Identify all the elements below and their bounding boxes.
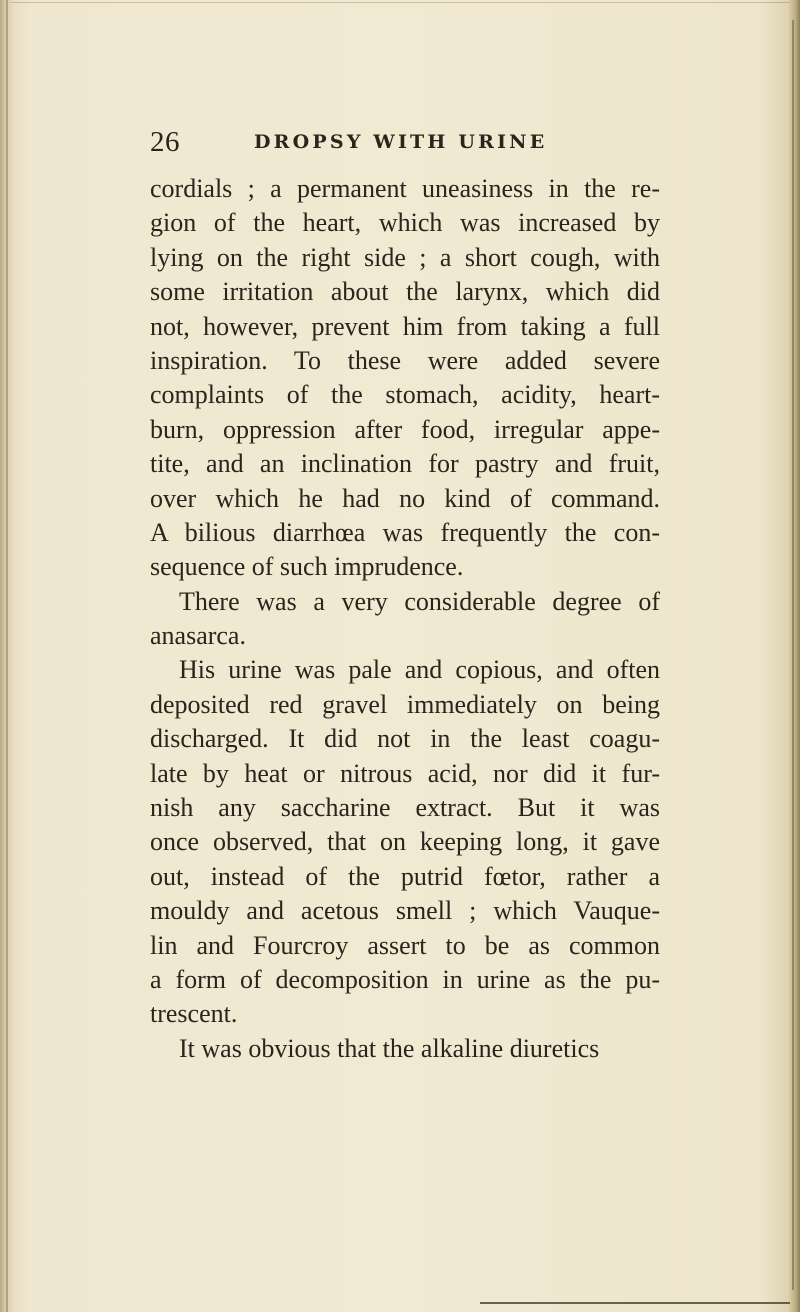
text-line: a form of decomposition in urine as the pu- [150, 964, 660, 994]
text-line: not, however, prevent him from taking a full [150, 311, 660, 341]
page-left-rule [6, 0, 8, 1312]
text-line: anasarca. [150, 621, 246, 651]
text-line: late by heat or nitrous acid, nor did it fur- [150, 758, 660, 788]
text-line: gion of the heart, which was increased by [150, 208, 660, 238]
page-number: 26 [150, 126, 180, 158]
running-head [150, 126, 710, 166]
text-line: mouldy and acetous smell ; which Vauque- [150, 896, 660, 926]
text-line: There was a very considerable degree of [179, 586, 660, 616]
text-line: burn, oppression after food, irregular appe- [150, 414, 660, 444]
text-line: It was obvious that the alkaline diuretics [179, 1033, 600, 1063]
text-line: deposited red gravel immediately on being [150, 689, 660, 719]
text-line: lin and Fourcroy assert to be as common [150, 930, 660, 960]
text-line: cordials ; a permanent uneasiness in the re- [150, 174, 660, 203]
text-line: out, instead of the putrid fœtor, rather a [150, 861, 660, 891]
text-line: complaints of the stomach, acidity, heart- [150, 380, 660, 410]
text-line: over which he had no kind of command. [150, 483, 660, 513]
text-line: A bilious diarrhœa was frequently the con- [150, 517, 660, 547]
text-line: some irritation about the larynx, which did [150, 277, 660, 307]
text-line: discharged. It did not in the least coagu- [150, 724, 660, 754]
text-line: inspiration. To these were added severe [150, 345, 660, 375]
page-right-rule [792, 20, 794, 1290]
page-top-edge [0, 2, 790, 3]
text-line: lying on the right side ; a short cough, with [150, 242, 660, 272]
text-line: once observed, that on keeping long, it gave [150, 827, 660, 857]
page-right-edge [788, 0, 800, 1312]
running-title: DROPSY WITH URINE [254, 131, 548, 153]
text-line: nish any saccharine extract. But it was [150, 793, 660, 823]
body-text [150, 172, 660, 1066]
page-bottom-rule [480, 1302, 790, 1304]
text-line: tite, and an inclination for pastry and fruit, [150, 449, 660, 479]
text-line: His urine was pale and copious, and often [179, 655, 660, 685]
text-line: trescent. [150, 999, 238, 1029]
text-line: sequence of such imprudence. [150, 552, 464, 582]
